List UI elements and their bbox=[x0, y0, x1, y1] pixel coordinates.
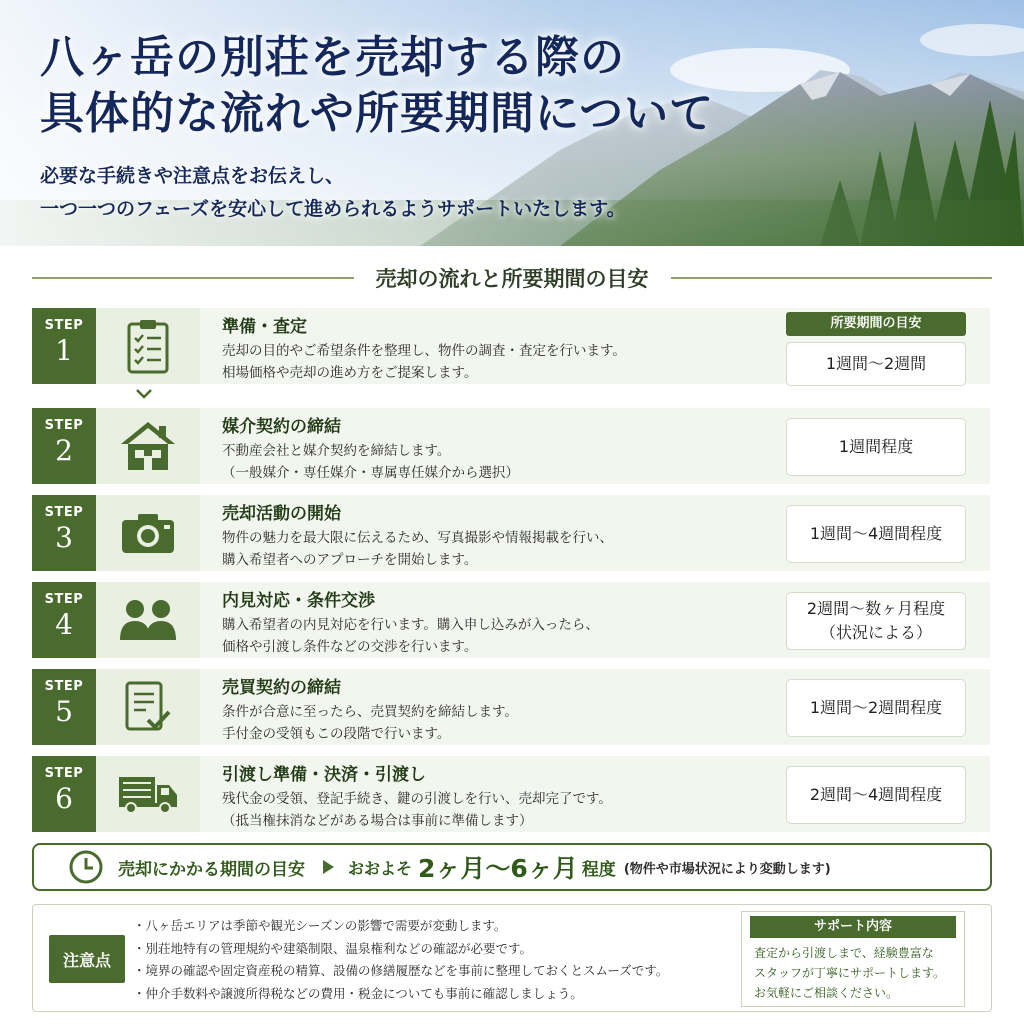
step-desc-line1: 購入希望者の内見対応を行います。購入申し込みが入ったら、 bbox=[222, 617, 599, 633]
step-number-badge bbox=[32, 495, 96, 571]
section-title: 売却の流れと所要期間の目安 bbox=[375, 267, 649, 291]
list-item: ・八ヶ岳エリアは季節や観光シーズンの影響で需要が変動します。 bbox=[133, 918, 507, 933]
notes-panel bbox=[32, 904, 992, 1012]
duration-box bbox=[786, 766, 966, 824]
duration-box bbox=[786, 592, 966, 650]
step-label: STEP bbox=[44, 592, 84, 607]
page-subtitle-line1: 必要な手続きや注意点をお伝えし、 bbox=[40, 165, 345, 187]
page-title-line1: 八ヶ岳の別荘を売却する際の bbox=[40, 32, 625, 83]
list-item: ・仲介手数料や譲渡所得税などの費用・税金についても事前に確認しましょう。 bbox=[133, 985, 583, 1001]
duration-box bbox=[786, 342, 966, 386]
step-number-badge bbox=[32, 408, 96, 484]
duration-value: 1週間程度 bbox=[838, 437, 914, 456]
period-range: 2ヶ月〜6ヶ月 bbox=[418, 854, 578, 883]
step-4 bbox=[32, 582, 990, 658]
step-number: 2 bbox=[55, 434, 73, 467]
step-text bbox=[222, 675, 782, 745]
page-subtitle-line2: 一つ一つのフェーズを安心して進められるようサポートいたします。 bbox=[40, 198, 626, 220]
total-period-bar bbox=[32, 843, 992, 891]
step-desc-line1: 条件が合意に至ったら、売買契約を締結します。 bbox=[222, 704, 518, 720]
chevron-down-icon bbox=[134, 388, 154, 400]
duration-value: 2週間〜4週間程度 bbox=[809, 785, 943, 804]
step-title: 媒介契約の締結 bbox=[222, 417, 341, 437]
notes-badge: 注意点 bbox=[49, 935, 125, 983]
step-desc-line1: 売却の目的やご希望条件を整理し、物件の調査・査定を行います。 bbox=[222, 343, 626, 359]
step-title: 準備・査定 bbox=[222, 317, 307, 337]
step-number: 4 bbox=[55, 608, 73, 641]
step-desc-line1: 物件の魅力を最大限に伝えるため、写真撮影や情報掲載を行い、 bbox=[222, 530, 613, 546]
clock-icon bbox=[68, 849, 104, 885]
step-title: 引渡し準備・決済・引渡し bbox=[222, 765, 426, 785]
step-label: STEP bbox=[44, 418, 84, 433]
step-3 bbox=[32, 495, 990, 571]
camera-icon bbox=[96, 495, 200, 571]
step-number-badge bbox=[32, 308, 96, 384]
play-arrow-icon bbox=[323, 860, 334, 874]
duration-header: 所要期間の目安 bbox=[786, 312, 966, 336]
step-desc-line2: （抵当権抹消などがある場合は事前に準備します） bbox=[222, 813, 533, 829]
contract-check-icon bbox=[96, 669, 200, 745]
step-desc-line2: 相場価格や売却の進め方をご提案します。 bbox=[222, 365, 478, 381]
divider-right bbox=[671, 277, 993, 279]
step-number-badge bbox=[32, 582, 96, 658]
support-line3: お気軽にご相談ください。 bbox=[754, 986, 899, 1000]
step-desc-line1: 残代金の受領、登記手続き、鍵の引渡しを行い、売却完了です。 bbox=[222, 791, 612, 807]
list-item: ・境界の確認や固定資産税の精算、設備の修繕履歴などを事前に整理しておくとスムーズです。 bbox=[133, 963, 669, 978]
divider-left bbox=[32, 277, 354, 279]
step-number: 6 bbox=[55, 782, 73, 815]
step-text bbox=[222, 314, 782, 384]
period-label: 売却にかかる期間の目安 bbox=[118, 859, 305, 880]
step-label: STEP bbox=[44, 766, 84, 781]
period-suffix: 程度 bbox=[581, 859, 616, 880]
support-body bbox=[742, 938, 964, 1003]
clipboard-checklist-icon bbox=[96, 308, 200, 384]
house-icon bbox=[96, 408, 200, 484]
step-text bbox=[222, 501, 782, 571]
support-box bbox=[741, 911, 965, 1007]
page-subtitle bbox=[40, 160, 626, 226]
support-line2: スタッフが丁寧にサポートします。 bbox=[754, 966, 946, 980]
step-label: STEP bbox=[44, 318, 84, 333]
step-label: STEP bbox=[44, 505, 84, 520]
page-title-line2: 具体的な流れや所要期間について bbox=[40, 88, 715, 139]
step-text bbox=[222, 762, 782, 832]
step-desc-line2: 購入希望者へのアプローチを開始します。 bbox=[222, 552, 478, 568]
step-text bbox=[222, 414, 782, 484]
step-title: 売買契約の締結 bbox=[222, 678, 341, 698]
step-number: 1 bbox=[55, 334, 73, 367]
step-2 bbox=[32, 408, 990, 484]
duration-value: 1週間〜2週間程度 bbox=[809, 698, 943, 717]
duration-value: 2週間〜数ヶ月程度 bbox=[806, 599, 946, 618]
section-header bbox=[32, 262, 992, 294]
step-title: 内見対応・条件交渉 bbox=[222, 591, 375, 611]
period-note: (物件や市場状況により変動します) bbox=[623, 861, 831, 877]
support-title: サポート内容 bbox=[750, 916, 956, 938]
duration-value: 1週間〜2週間 bbox=[825, 354, 927, 373]
support-line1: 査定から引渡しまで、経験豊富な bbox=[754, 946, 934, 960]
duration-box bbox=[786, 505, 966, 563]
step-desc-line2: （一般媒介・専任媒介・専属専任媒介から選択） bbox=[222, 465, 519, 481]
period-prefix: おおよそ bbox=[348, 858, 413, 878]
step-number: 3 bbox=[55, 521, 73, 554]
step-title: 売却活動の開始 bbox=[222, 504, 341, 524]
list-item: ・別荘地特有の管理規約や建築制限、温泉権利などの確認が必要です。 bbox=[133, 940, 533, 956]
duration-note: （状況による） bbox=[819, 623, 932, 642]
step-text bbox=[222, 588, 782, 658]
duration-value: 1週間〜4週間程度 bbox=[809, 524, 943, 543]
step-number: 5 bbox=[55, 695, 73, 728]
step-desc-line2: 価格や引渡し条件などの交渉を行います。 bbox=[222, 639, 478, 655]
step-number-badge bbox=[32, 669, 96, 745]
step-1 bbox=[32, 308, 990, 384]
page-title bbox=[40, 30, 714, 142]
step-number-badge bbox=[32, 756, 96, 832]
duration-box bbox=[786, 679, 966, 737]
people-icon bbox=[96, 582, 200, 658]
duration-box bbox=[786, 418, 966, 476]
step-6 bbox=[32, 756, 990, 832]
notes-list bbox=[133, 915, 668, 1005]
step-desc-line2: 手付金の受領もこの段階で行います。 bbox=[222, 726, 451, 742]
step-desc-line1: 不動産会社と媒介契約を締結します。 bbox=[222, 443, 451, 459]
truck-icon bbox=[96, 756, 200, 832]
hero-banner bbox=[0, 0, 1024, 246]
step-label: STEP bbox=[44, 679, 84, 694]
step-5 bbox=[32, 669, 990, 745]
